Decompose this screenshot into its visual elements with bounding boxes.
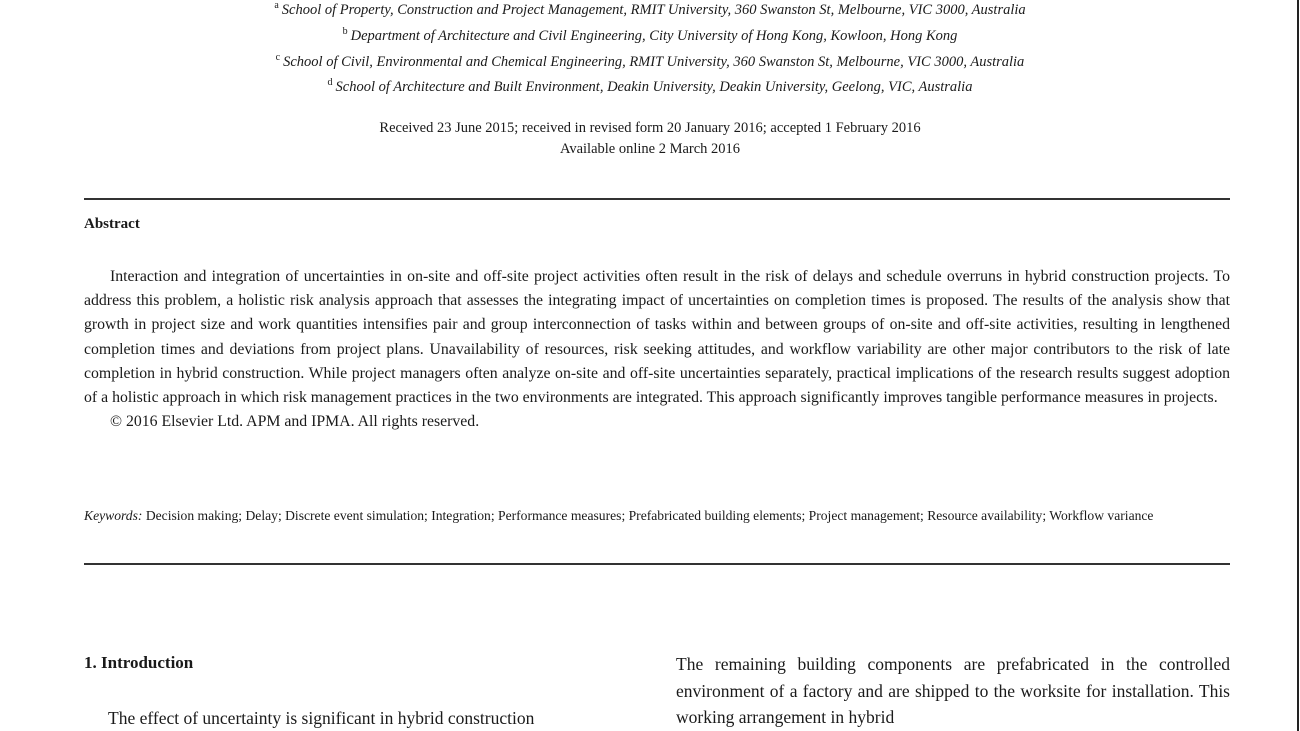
affiliation-mark: b [342,25,348,37]
article-dates [0,118,1300,160]
affiliation-d [0,72,1300,98]
affiliation-mark: a [274,0,279,11]
affiliation-a [0,0,1300,21]
affiliation-c [0,47,1300,73]
left-column [84,705,636,731]
intro-paragraph-right: The remaining building components are prefabricated in the controlled environment of a factory and are shipped to the worksite for installation. This working arrangement in hybrid [676,654,1230,727]
affiliation-text: School of Architecture and Built Environment, Deakin University, Deakin University, Geelong, VIC, Australia [335,79,973,96]
abstract-heading: Abstract [84,216,140,232]
intro-paragraph-left: The effect of uncertainty is significant in hybrid construction [108,708,535,728]
affiliation-text: School of Civil, Environmental and Chemical Engineering, RMIT University, 360 Swanston St, Melbourne, VIC 3000, Australia [283,53,1025,70]
keywords-label: Keywords: [84,508,143,523]
abstract-body [84,265,1230,434]
affiliation-mark: c [275,51,281,63]
affiliation-mark: d [327,77,333,89]
received-dates: Received 23 June 2015; received in revised form 20 January 2016; accepted 1 February 2016 [379,120,921,136]
affiliation-b [0,21,1300,47]
copyright-notice: © 2016 Elsevier Ltd. APM and IPMA. All rights reserved. [110,413,480,431]
online-date: Available online 2 March 2016 [559,141,741,157]
right-column [676,651,1230,731]
section-heading-introduction: 1. Introduction [84,653,194,672]
abstract-top-rule [84,198,1230,200]
affiliation-text: Department of Architecture and Civil Engineering, City University of Hong Kong, Kowloon, Hong Kong [350,27,958,44]
affiliations [0,0,1300,98]
page-edge-rule [1297,0,1299,731]
affiliation-text: School of Property, Construction and Project Management, RMIT University, 360 Swanston St, Melbourne, VIC 3000, Australia [281,1,1026,18]
keywords [84,506,1230,526]
abstract-text: Interaction and integration of uncertainties in on-site and off-site project activities often result in the risk of delays and schedule overruns in hybrid construction projects. To address this problem, a holistic risk analysis approach that assesses the integrating impact of uncertainties on completion times is proposed. The results of the analysis show that growth in project size and work quantities intensifies pair and group interconnection of tasks within and between groups of on-site and off-site activities, resulting in lengthened completion times and deviations from project plans. Unavailability of resources, risk seeking attitudes, and workflow variability are other major contributors to the risk of late completion in hybrid construction. While project managers often analyze on-site and off-site uncertainties separately, practical implications of the research results suggest adoption of a holistic approach in which risk management practices in the two environments are integrated. This approach significantly improves tangible performance measures in projects. [84,268,1230,407]
abstract-bottom-rule [84,563,1230,565]
keywords-text: Decision making; Delay; Discrete event simulation; Integration; Performance measures; Prefabricated building elements; Project management; Resource availability; Workflow variance [145,508,1154,523]
